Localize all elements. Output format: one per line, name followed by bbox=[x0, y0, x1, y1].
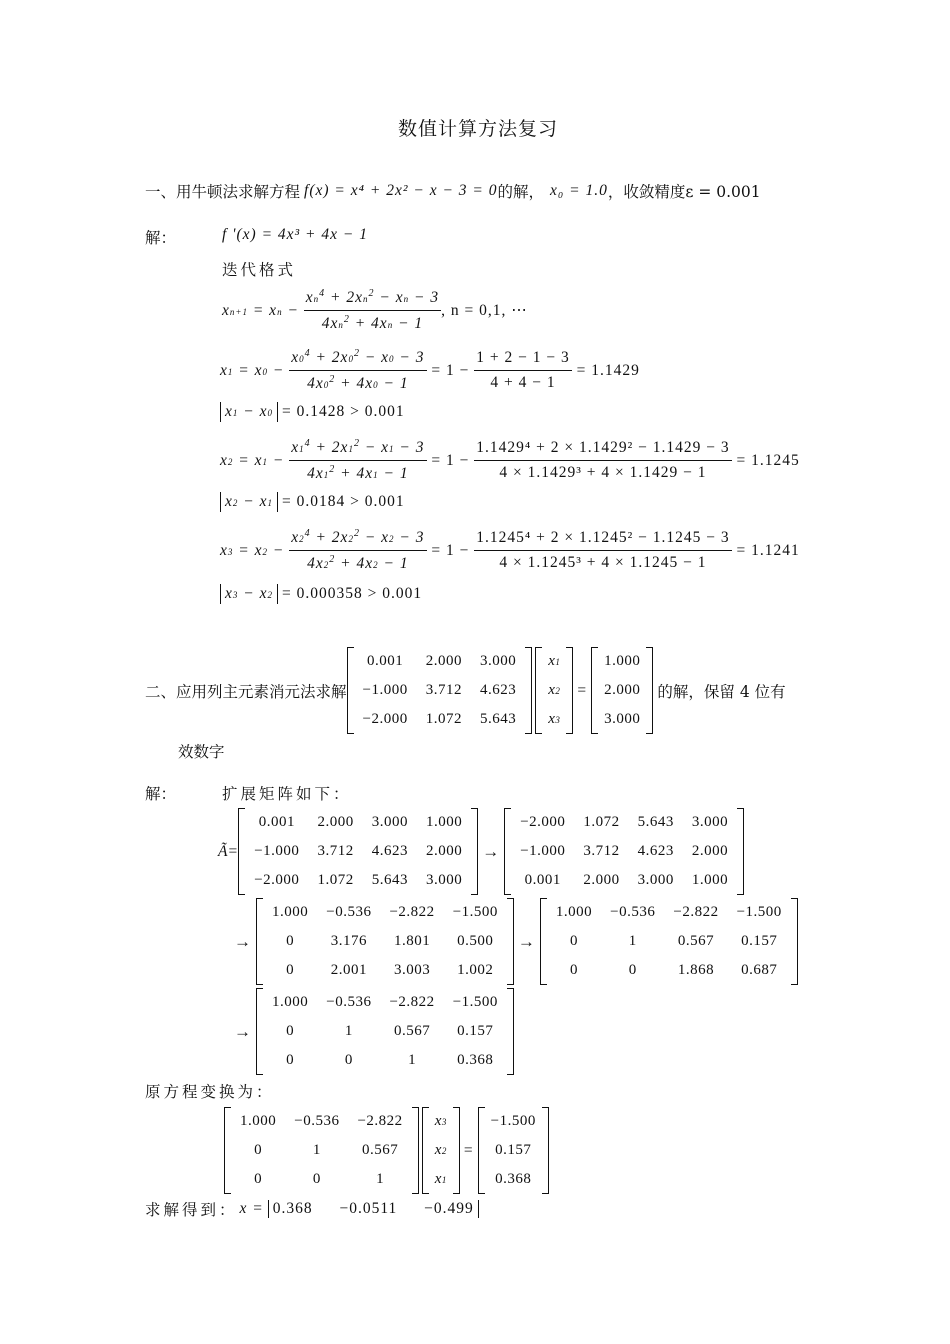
transformed-matrix-cell: 0.567 bbox=[361, 1142, 399, 1158]
matrix-3-cell: 1 bbox=[628, 933, 637, 949]
transformed-system: 1.000 −0.536 −2.822 0 1 0.567 0 0 1 x3 x2 x1 = −1.500 0.157 0.368 bbox=[224, 1107, 549, 1194]
matrix-0-cell: 4.623 bbox=[371, 843, 408, 859]
matrix-2-cell: −0.536 bbox=[326, 904, 372, 920]
matrix-0-cell: 1.000 bbox=[425, 814, 463, 830]
result-x2: −0.0511 bbox=[339, 1200, 398, 1217]
matrix-3-cell: 0 bbox=[570, 962, 579, 978]
matrix-3-cell: 0 bbox=[628, 962, 637, 978]
sol1-iteration-label: 迭代格式 bbox=[222, 261, 297, 279]
transform-label: 原方程变换为： bbox=[145, 1083, 275, 1101]
matrix-0-cell: 3.000 bbox=[371, 814, 408, 830]
transformed-matrix-cell: 1.000 bbox=[240, 1113, 277, 1129]
matrix-4-cell: 1 bbox=[408, 1052, 417, 1068]
matrix-3-cell: 0.567 bbox=[677, 933, 715, 949]
matrix-2-cell: 3.003 bbox=[393, 962, 431, 978]
matrix-1-cell: 3.000 bbox=[637, 872, 674, 888]
x1-numerator: 1 + 2 − 1 − 3 bbox=[474, 349, 571, 371]
matrix-4-cell: 0 bbox=[286, 1023, 295, 1039]
matrix-4-cell: 0.368 bbox=[457, 1052, 494, 1068]
x1-step: x1 = x0 − $\frac{x0^4 + 2x0^2 - x0 - 3}{4x0^2 + 4x0 - 1}$ = 1 − $\frac{1 + 2 - 1 - 3}{4 + 4 - 1}$ = 1.1429 bbox=[220, 348, 640, 392]
matrix-0-cell: 5.643 bbox=[371, 872, 408, 888]
q1-equation: f(x) = x⁴ + 2x² − x − 3 = 0 bbox=[304, 182, 498, 199]
q1-prompt: 一、用牛顿法求解方程 bbox=[145, 183, 301, 201]
x3-step: x3 = x2 − $\frac{x2^4 + 2x2^2 - x2 - 3}{4x2^2 + 4x2 - 1}$ = 1 − $\frac{\text{1.1245⁴ + 2 × 1.1245² − 1.1245 − 3}}{\text{4 × 1.1245³ + 4 × 1.1245 − 1}}$ = 1.1241 bbox=[220, 528, 800, 572]
matrix-3-cell: −1.500 bbox=[736, 904, 782, 920]
q2-matrix-row bbox=[354, 676, 526, 705]
matrix-2-cell: 1.801 bbox=[393, 933, 431, 949]
transformed-rhs-row bbox=[485, 1165, 542, 1194]
matrix-1-cell: 2.000 bbox=[691, 843, 729, 859]
transformed-rhs-row bbox=[485, 1107, 542, 1136]
transformed-rhs-row bbox=[485, 1136, 542, 1165]
q2-matrix-cell: 3.000 bbox=[479, 653, 517, 669]
diff-2-value: = 0.0184 > 0.001 bbox=[281, 493, 405, 510]
x2-numeric-fraction bbox=[474, 439, 731, 482]
matrix-1-cell: 3.712 bbox=[583, 843, 620, 859]
result-vector bbox=[268, 1200, 479, 1218]
matrix-2-cell: 0 bbox=[286, 962, 295, 978]
matrix-0-cell: 1.072 bbox=[317, 872, 354, 888]
q2-unknown-vector: x1 x2 x3 bbox=[535, 647, 573, 734]
sol2-jie-label: 解： bbox=[145, 785, 177, 803]
matrix-4-cell: −0.536 bbox=[326, 994, 372, 1010]
q2-tail-2: 效数字 bbox=[178, 743, 225, 761]
matrix-1-cell: −2.000 bbox=[520, 814, 566, 830]
matrix-4-cell: 0.567 bbox=[393, 1023, 431, 1039]
iteration-fraction: $\frac{xn^4 + 2xn^2 - xn - 3}{4xn^2 + 4xn - 1}$ bbox=[305, 288, 440, 332]
matrix-0-cell: 3.712 bbox=[317, 843, 354, 859]
augmented-step-2: → 1.000 −0.536 −2.822 −1.500 0 3.176 1.801 0.500 0 2.001 3.003 1.002 → 1.000 −0.536 −2.822 −1.500 0 1 0.567 0.157 0 0 1.868 0.687 bbox=[230, 898, 798, 985]
iteration-formula: xn+1 = xn − $\frac{xn^4 + 2xn^2 - xn - 3}{4xn^2 + 4xn - 1}$ , n = 0,1, ⋯ bbox=[222, 288, 528, 332]
matrix-1-cell: 5.643 bbox=[637, 814, 674, 830]
diff-3: x3 − x2 = 0.000358 > 0.001 bbox=[220, 584, 422, 604]
x2-step: x2 = x1 − $\frac{x1^4 + 2x1^2 - x1 - 3}{4x1^2 + 4x1 - 1}$ = 1 − $\frac{\text{1.1429⁴ + 2 × 1.1429² − 1.1429 − 3}}{\text{4 × 1.1429³ + 4 × 1.1429 − 1}}$ = 1.1245 bbox=[220, 438, 800, 482]
matrix-1-cell: 4.623 bbox=[637, 843, 674, 859]
augmented-matrix-2 bbox=[256, 898, 514, 985]
matrix-1-cell: 3.000 bbox=[691, 814, 729, 830]
matrix-0-cell: 2.000 bbox=[425, 843, 463, 859]
sol1-derivative: f '(x) = 4x³ + 4x − 1 bbox=[222, 226, 368, 243]
matrix-1-row bbox=[511, 808, 737, 837]
transformed-matrix-row bbox=[231, 1136, 412, 1165]
matrix-3-row bbox=[547, 927, 791, 956]
matrix-1-cell: 1.072 bbox=[583, 814, 620, 830]
q2-rhs-row bbox=[598, 647, 646, 676]
q1-x0: x₀ = 1.0 bbox=[550, 182, 608, 199]
augmented-matrix-0 bbox=[238, 808, 478, 895]
q2-matrix-cell: 3.712 bbox=[425, 682, 462, 698]
page-title: 数值计算方法复习 bbox=[398, 118, 559, 140]
transformed-rhs-vector bbox=[478, 1107, 549, 1194]
matrix-3-cell: 0 bbox=[570, 933, 579, 949]
matrix-2-cell: 1.002 bbox=[457, 962, 494, 978]
matrix-4-cell: 0.157 bbox=[457, 1023, 494, 1039]
transformed-matrix-cell: 0 bbox=[312, 1171, 321, 1187]
augmented-matrix-4 bbox=[256, 988, 514, 1075]
diff-3-value: = 0.000358 > 0.001 bbox=[281, 585, 423, 602]
matrix-4-cell: 1.000 bbox=[272, 994, 309, 1010]
matrix-1-row bbox=[511, 866, 737, 895]
q2-prompt: 二、应用列主元素消元法求解 bbox=[145, 682, 347, 701]
q2-matrix-cell: 1.072 bbox=[425, 711, 462, 727]
question-2: 二、应用列主元素消元法求解 0.001 2.000 3.000 −1.000 3.712 4.623 −2.000 1.072 5.643 x1 x2 x3 = 1.000 2.000 3.000 的解，保留 4 位有 bbox=[145, 647, 786, 734]
matrix-3-cell: 1.000 bbox=[555, 904, 593, 920]
matrix-2-cell: −2.822 bbox=[389, 904, 435, 920]
matrix-0-cell: −2.000 bbox=[254, 872, 300, 888]
sol1-jie-label: 解： bbox=[145, 229, 177, 247]
x1-result: = 1.1429 bbox=[576, 361, 640, 379]
matrix-4-cell: −1.500 bbox=[452, 994, 498, 1010]
q2-matrix-cell: −1.000 bbox=[362, 682, 408, 698]
x3-denominator: 4 × 1.1245³ + 4 × 1.1245 − 1 bbox=[499, 554, 707, 571]
matrix-3-cell: −0.536 bbox=[610, 904, 656, 920]
x1-numeric-fraction bbox=[474, 349, 571, 392]
x1-denominator: 4 + 4 − 1 bbox=[490, 374, 556, 391]
q2-rhs-row bbox=[598, 676, 646, 705]
q2-matrix-row bbox=[354, 647, 526, 676]
matrix-0-cell: 3.000 bbox=[425, 872, 463, 888]
matrix-1-cell: −1.000 bbox=[520, 843, 566, 859]
augmented-matrix-1 bbox=[504, 808, 744, 895]
matrix-4-row bbox=[263, 1017, 507, 1046]
x2-denominator: 4 × 1.1429³ + 4 × 1.1429 − 1 bbox=[499, 464, 707, 481]
result-label: 求解得到： bbox=[145, 1201, 238, 1219]
matrix-4-row bbox=[263, 1046, 507, 1075]
transformed-unknown-vector: x3 x2 x1 bbox=[422, 1107, 460, 1194]
matrix-2-cell: 0 bbox=[286, 933, 295, 949]
matrix-0-cell: 2.000 bbox=[317, 814, 354, 830]
augmented-matrix-3 bbox=[540, 898, 798, 985]
matrix-0-row bbox=[245, 866, 471, 895]
matrix-1-cell: 0.001 bbox=[524, 872, 561, 888]
q2-rhs-cell: 2.000 bbox=[604, 682, 641, 698]
matrix-2-cell: 1.000 bbox=[272, 904, 309, 920]
q2-rhs-cell: 3.000 bbox=[604, 711, 641, 727]
q2-rhs-cell: 1.000 bbox=[604, 653, 641, 669]
q2-tail: 的解，保留 4 位有 bbox=[657, 682, 786, 701]
transformed-matrix-cell: 1 bbox=[376, 1171, 385, 1187]
question-1 bbox=[145, 180, 761, 202]
diff-1-value: = 0.1428 > 0.001 bbox=[281, 403, 405, 420]
matrix-4-cell: 0 bbox=[286, 1052, 295, 1068]
transformed-matrix-cell: −2.822 bbox=[357, 1113, 403, 1129]
q2-matrix-cell: 2.000 bbox=[425, 653, 462, 669]
q2-matrix-cell: 4.623 bbox=[479, 682, 517, 698]
matrix-2-row bbox=[263, 927, 507, 956]
q1-de-jie: 的解， bbox=[497, 183, 545, 201]
x2-numerator: 1.1429⁴ + 2 × 1.1429² − 1.1429 − 3 bbox=[474, 439, 731, 461]
diff-2: x2 − x1 = 0.0184 > 0.001 bbox=[220, 492, 405, 512]
x3-result: = 1.1241 bbox=[736, 541, 800, 559]
q2-matrix-cell: 5.643 bbox=[479, 711, 517, 727]
matrix-4-row bbox=[263, 988, 507, 1017]
transformed-matrix-cell: 0 bbox=[254, 1142, 263, 1158]
transformed-rhs-cell: 0.157 bbox=[495, 1142, 532, 1158]
x2-result: = 1.1245 bbox=[736, 451, 800, 469]
diff-1: x1 − x0 = 0.1428 > 0.001 bbox=[220, 402, 405, 422]
result-x3: −0.499 bbox=[424, 1200, 474, 1217]
matrix-0-row bbox=[245, 837, 471, 866]
sol2-augmented-label: 扩展矩阵如下： bbox=[222, 785, 352, 803]
q2-rhs-row bbox=[598, 705, 646, 734]
matrix-2-row bbox=[263, 956, 507, 985]
matrix-2-cell: 0.500 bbox=[457, 933, 494, 949]
matrix-2-row bbox=[263, 898, 507, 927]
matrix-3-cell: 0.157 bbox=[741, 933, 778, 949]
matrix-4-cell: 1 bbox=[344, 1023, 353, 1039]
iteration-tail: , n = 0,1, ⋯ bbox=[441, 302, 528, 319]
matrix-3-cell: 1.868 bbox=[677, 962, 715, 978]
matrix-1-row bbox=[511, 837, 737, 866]
transformed-matrix-row bbox=[231, 1107, 412, 1136]
matrix-2-cell: −1.500 bbox=[452, 904, 498, 920]
augmented-step-1: Ã = 0.001 2.000 3.000 1.000 −1.000 3.712 4.623 2.000 −2.000 1.072 5.643 3.000 → −2.000 1.072 5.643 3.000 −1.000 3.712 4.623 2.000 0.001 2.000 3.000 1.000 bbox=[218, 808, 744, 895]
matrix-1-cell: 1.000 bbox=[691, 872, 729, 888]
result-line: 求解得到： x = 0.368 −0.0511 −0.499 bbox=[145, 1198, 479, 1220]
q1-precision: ，收敛精度ε = 0.001 bbox=[607, 183, 761, 201]
matrix-0-row bbox=[245, 808, 471, 837]
matrix-0-cell: 0.001 bbox=[258, 814, 295, 830]
transformed-matrix bbox=[224, 1107, 419, 1194]
q2-matrix-cell: 0.001 bbox=[367, 653, 404, 669]
x3-numerator: 1.1245⁴ + 2 × 1.1245² − 1.1245 − 3 bbox=[474, 529, 731, 551]
matrix-2-cell: 2.001 bbox=[330, 962, 367, 978]
matrix-3-row bbox=[547, 898, 791, 927]
augmented-step-3: → 1.000 −0.536 −2.822 −1.500 0 1 0.567 0.157 0 0 1 0.368 bbox=[230, 988, 514, 1075]
q2-coefficient-matrix bbox=[347, 647, 533, 734]
result-x1: 0.368 bbox=[272, 1200, 313, 1217]
transformed-matrix-cell: 1 bbox=[312, 1142, 321, 1158]
matrix-0-cell: −1.000 bbox=[254, 843, 300, 859]
q2-matrix-cell: −2.000 bbox=[362, 711, 408, 727]
transformed-matrix-cell: −0.536 bbox=[294, 1113, 340, 1129]
transformed-rhs-cell: −1.500 bbox=[490, 1113, 536, 1129]
matrix-3-row bbox=[547, 956, 791, 985]
transformed-matrix-row bbox=[231, 1165, 412, 1194]
transformed-rhs-cell: 0.368 bbox=[495, 1171, 532, 1187]
matrix-3-cell: −2.822 bbox=[673, 904, 719, 920]
matrix-4-cell: 0 bbox=[344, 1052, 353, 1068]
matrix-3-cell: 0.687 bbox=[741, 962, 778, 978]
matrix-4-cell: −2.822 bbox=[389, 994, 435, 1010]
transformed-matrix-cell: 0 bbox=[254, 1171, 263, 1187]
matrix-1-cell: 2.000 bbox=[583, 872, 620, 888]
matrix-2-cell: 3.176 bbox=[330, 933, 367, 949]
q2-matrix-row bbox=[354, 705, 526, 734]
x3-numeric-fraction bbox=[474, 529, 731, 572]
q2-rhs-vector bbox=[591, 647, 653, 734]
